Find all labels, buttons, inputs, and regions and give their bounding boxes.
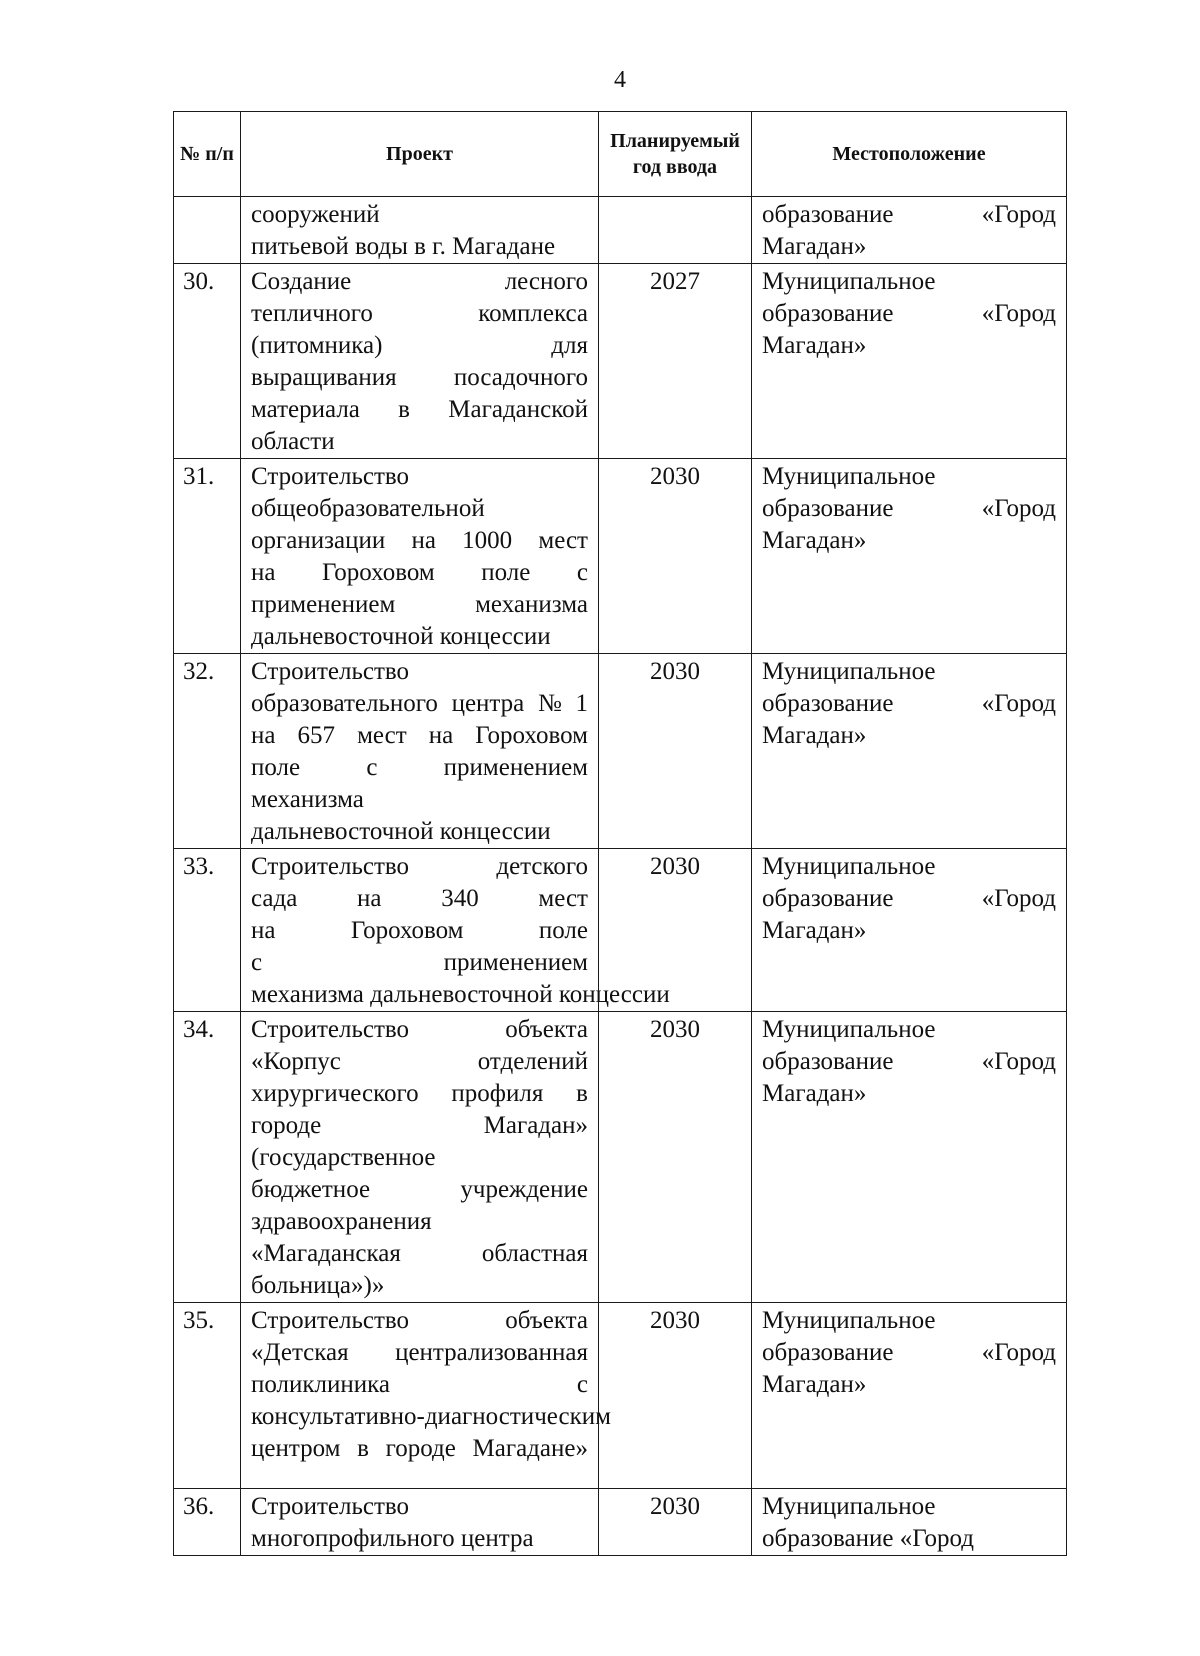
table-header: [174, 112, 1067, 197]
table-row: [174, 849, 1067, 1012]
text-line: здравоохранения: [251, 1208, 432, 1235]
row-num: [174, 197, 241, 264]
header-location: Местоположение: [752, 112, 1067, 197]
table-row: [174, 654, 1067, 849]
text-line: Строительство: [251, 1493, 410, 1520]
row-year: 2030: [599, 654, 752, 849]
row-year: 2030: [599, 1303, 752, 1489]
text-line: многопрофильного центра: [251, 1525, 534, 1552]
row-location: [752, 654, 1067, 849]
text-line: «Детская централизованная: [251, 1339, 588, 1366]
row-num: 31.: [174, 459, 241, 654]
text-line: Строительство детского: [251, 853, 588, 880]
row-year: [599, 197, 752, 264]
text-line: Магадан»: [762, 917, 867, 944]
projects-table: [173, 111, 1067, 1556]
header-num: № п/п: [174, 112, 241, 197]
text-line: (питомника) для: [251, 332, 588, 359]
row-year: 2030: [599, 1012, 752, 1303]
page-number: 4: [614, 67, 626, 93]
row-location: [752, 849, 1067, 1012]
text-line: образовательного центра № 1: [251, 690, 588, 717]
text-line: бюджетное учреждение: [251, 1176, 588, 1203]
row-project: [241, 849, 670, 1012]
row-location: [752, 197, 1067, 264]
text-line: консультативно-диагностическим: [251, 1403, 611, 1430]
text-line: Муниципальное: [762, 1307, 936, 1334]
text-line: дальневосточной концессии: [251, 623, 551, 650]
row-project: [241, 197, 599, 264]
text-line: «Корпус отделений: [251, 1048, 588, 1075]
text-line: образование «Город: [762, 1048, 1056, 1075]
row-num: 32.: [174, 654, 241, 849]
text-line: механизма: [251, 786, 364, 813]
text-line: Строительство объекта: [251, 1307, 588, 1334]
text-line: Магадан»: [762, 1371, 867, 1398]
row-project: [241, 264, 599, 459]
text-line: Магадан»: [762, 527, 867, 554]
text-line: Муниципальное: [762, 463, 936, 490]
text-line: образование «Город: [762, 1525, 974, 1552]
text-line: поле с применением: [251, 754, 588, 781]
row-project: [241, 459, 599, 654]
text-line: хирургического профиля в: [251, 1080, 588, 1107]
text-line: Муниципальное: [762, 1493, 936, 1520]
row-year: 2030: [599, 459, 752, 654]
text-line: Магадан»: [762, 722, 867, 749]
row-num: 34.: [174, 1012, 241, 1303]
text-line: Строительство объекта: [251, 1016, 588, 1043]
text-line: применением механизма: [251, 591, 588, 618]
row-location: [752, 264, 1067, 459]
table-row: [174, 1303, 1067, 1489]
text-line: тепличного комплекса: [251, 300, 588, 327]
row-year: 2027: [599, 264, 752, 459]
text-line: материала в Магаданской: [251, 396, 588, 423]
row-project: [241, 1012, 599, 1303]
table-row: [174, 459, 1067, 654]
text-line: механизма дальневосточной концессии: [251, 981, 670, 1008]
table-row: [174, 264, 1067, 459]
text-line: образование «Город: [762, 495, 1056, 522]
row-num: 33.: [174, 849, 241, 1012]
text-line: на Гороховом поле с: [251, 559, 588, 586]
row-num: 35.: [174, 1303, 241, 1489]
text-line: общеобразовательной: [251, 495, 485, 522]
text-line: больница»)»: [251, 1272, 385, 1299]
text-line: «Магаданская областная: [251, 1240, 588, 1267]
text-line: поликлиника с: [251, 1371, 588, 1398]
text-line: образование «Город: [762, 201, 1056, 228]
row-year: 2030: [599, 1489, 752, 1556]
text-line: Муниципальное: [762, 268, 936, 295]
text-line: Муниципальное: [762, 1016, 936, 1043]
row-project: [241, 1489, 599, 1556]
text-line: (государственное: [251, 1144, 436, 1171]
text-line: городе Магадан»: [251, 1112, 588, 1139]
text-line: образование «Город: [762, 885, 1056, 912]
text-line: Муниципальное: [762, 853, 936, 880]
text-line: сада на 340 мест: [251, 885, 588, 912]
text-line: Муниципальное: [762, 658, 936, 685]
text-line: Строительство: [251, 463, 410, 490]
text-line: образование «Город: [762, 300, 1056, 327]
text-line: организации на 1000 мест: [251, 527, 588, 554]
text-line: на 657 мест на Гороховом: [251, 722, 588, 749]
text-line: образование «Город: [762, 1339, 1056, 1366]
text-line: сооружений: [251, 201, 380, 228]
table-body: [174, 197, 1067, 1556]
row-location: [752, 1012, 1067, 1303]
table-row: [174, 1012, 1067, 1303]
text-line: с применением: [251, 949, 588, 976]
row-year: 2030: [599, 849, 752, 1012]
text-line: образование «Город: [762, 690, 1056, 717]
row-location: [752, 1489, 1067, 1556]
row-num: 30.: [174, 264, 241, 459]
row-location: [752, 459, 1067, 654]
header-year: Планируемый год ввода: [599, 112, 752, 197]
text-line: Магадан»: [762, 332, 867, 359]
row-project: [241, 654, 599, 849]
row-location: [752, 1303, 1067, 1489]
text-line: области: [251, 428, 335, 455]
text-line: Магадан»: [762, 233, 867, 260]
row-num: 36.: [174, 1489, 241, 1556]
table-row: [174, 1489, 1067, 1556]
text-line: Строительство: [251, 658, 410, 685]
text-line: дальневосточной концессии: [251, 818, 551, 845]
table-row: [174, 197, 1067, 264]
header-project: Проект: [241, 112, 599, 197]
row-project: [241, 1303, 611, 1489]
text-line: центром в городе Магадане»: [251, 1435, 588, 1462]
text-line: Магадан»: [762, 1080, 867, 1107]
text-line: на Гороховом поле: [251, 917, 588, 944]
text-line: Создание лесного: [251, 268, 588, 295]
text-line: выращивания посадочного: [251, 364, 588, 391]
text-line: питьевой воды в г. Магадане: [251, 233, 556, 260]
